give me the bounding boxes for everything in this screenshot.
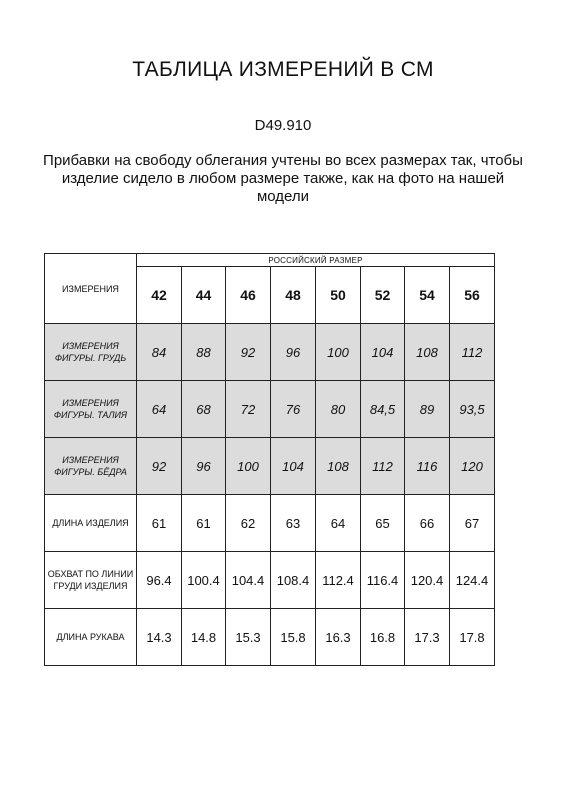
table-cell: 64 <box>137 381 182 438</box>
table-cell: 14.8 <box>182 609 226 666</box>
table-cell: 65 <box>361 495 405 552</box>
table-cell: 64 <box>316 495 361 552</box>
table-cell: 108.4 <box>271 552 316 609</box>
row-label: ДЛИНА ИЗДЕЛИЯ <box>45 495 137 552</box>
size-header: 48 <box>271 267 316 324</box>
table-cell: 67 <box>450 495 495 552</box>
table-row <box>45 381 495 438</box>
table-cell: 61 <box>182 495 226 552</box>
size-table <box>44 253 495 666</box>
size-header: 44 <box>182 267 226 324</box>
table-cell: 72 <box>226 381 271 438</box>
table-cell: 116 <box>405 438 450 495</box>
table-row <box>45 438 495 495</box>
table-cell: 66 <box>405 495 450 552</box>
table-cell: 116.4 <box>361 552 405 609</box>
table-cell: 120.4 <box>405 552 450 609</box>
table-cell: 120 <box>450 438 495 495</box>
table-cell: 100 <box>316 324 361 381</box>
table-cell: 104 <box>361 324 405 381</box>
table-cell: 88 <box>182 324 226 381</box>
table-cell: 15.8 <box>271 609 316 666</box>
table-cell: 96.4 <box>137 552 182 609</box>
size-header: 42 <box>137 267 182 324</box>
table-cell: 104.4 <box>226 552 271 609</box>
table-cell: 96 <box>182 438 226 495</box>
table-cell: 17.3 <box>405 609 450 666</box>
table-cell: 100 <box>226 438 271 495</box>
table-cell: 61 <box>137 495 182 552</box>
size-header: 50 <box>316 267 361 324</box>
table-cell: 92 <box>226 324 271 381</box>
row-label: ИЗМЕРЕНИЯ ФИГУРЫ. ГРУДЬ <box>45 324 137 381</box>
table-cell: 112 <box>450 324 495 381</box>
table-cell: 89 <box>405 381 450 438</box>
size-header: 52 <box>361 267 405 324</box>
table-row <box>45 495 495 552</box>
table-cell: 84 <box>137 324 182 381</box>
table-cell: 15.3 <box>226 609 271 666</box>
table-cell: 92 <box>137 438 182 495</box>
measurements-header: ИЗМЕРЕНИЯ <box>45 254 137 324</box>
row-label: ИЗМЕРЕНИЯ ФИГУРЫ. ТАЛИЯ <box>45 381 137 438</box>
russian-size-header: РОССИЙСКИЙ РАЗМЕР <box>137 254 495 267</box>
table-cell: 63 <box>271 495 316 552</box>
product-code: D49.910 <box>254 117 312 134</box>
size-header: 46 <box>226 267 271 324</box>
table-row <box>45 324 495 381</box>
table-cell: 112.4 <box>316 552 361 609</box>
table-cell: 14.3 <box>137 609 182 666</box>
row-label: ОБХВАТ ПО ЛИНИИ ГРУДИ ИЗДЕЛИЯ <box>45 552 137 609</box>
table-cell: 84,5 <box>361 381 405 438</box>
table-cell: 68 <box>182 381 226 438</box>
table-cell: 16.3 <box>316 609 361 666</box>
table-cell: 100.4 <box>182 552 226 609</box>
table-cell: 112 <box>361 438 405 495</box>
table-cell: 93,5 <box>450 381 495 438</box>
table-cell: 96 <box>271 324 316 381</box>
size-header: 54 <box>405 267 450 324</box>
table-row <box>45 609 495 666</box>
table-cell: 108 <box>316 438 361 495</box>
table-cell: 124.4 <box>450 552 495 609</box>
table-cell: 108 <box>405 324 450 381</box>
table-cell: 17.8 <box>450 609 495 666</box>
row-label: ИЗМЕРЕНИЯ ФИГУРЫ. БЁДРА <box>45 438 137 495</box>
table-cell: 16.8 <box>361 609 405 666</box>
row-label: ДЛИНА РУКАВА <box>45 609 137 666</box>
size-header: 56 <box>450 267 495 324</box>
table-cell: 80 <box>316 381 361 438</box>
table-cell: 104 <box>271 438 316 495</box>
fit-note: Прибавки на свободу облегания учтены во всех размерах так, чтобы изделие сидело в любом размере также, как на фото на нашей модели <box>43 152 523 205</box>
page-title: ТАБЛИЦА ИЗМЕРЕНИЙ В СМ <box>132 58 434 81</box>
table-cell: 76 <box>271 381 316 438</box>
table-row <box>45 552 495 609</box>
table-cell: 62 <box>226 495 271 552</box>
